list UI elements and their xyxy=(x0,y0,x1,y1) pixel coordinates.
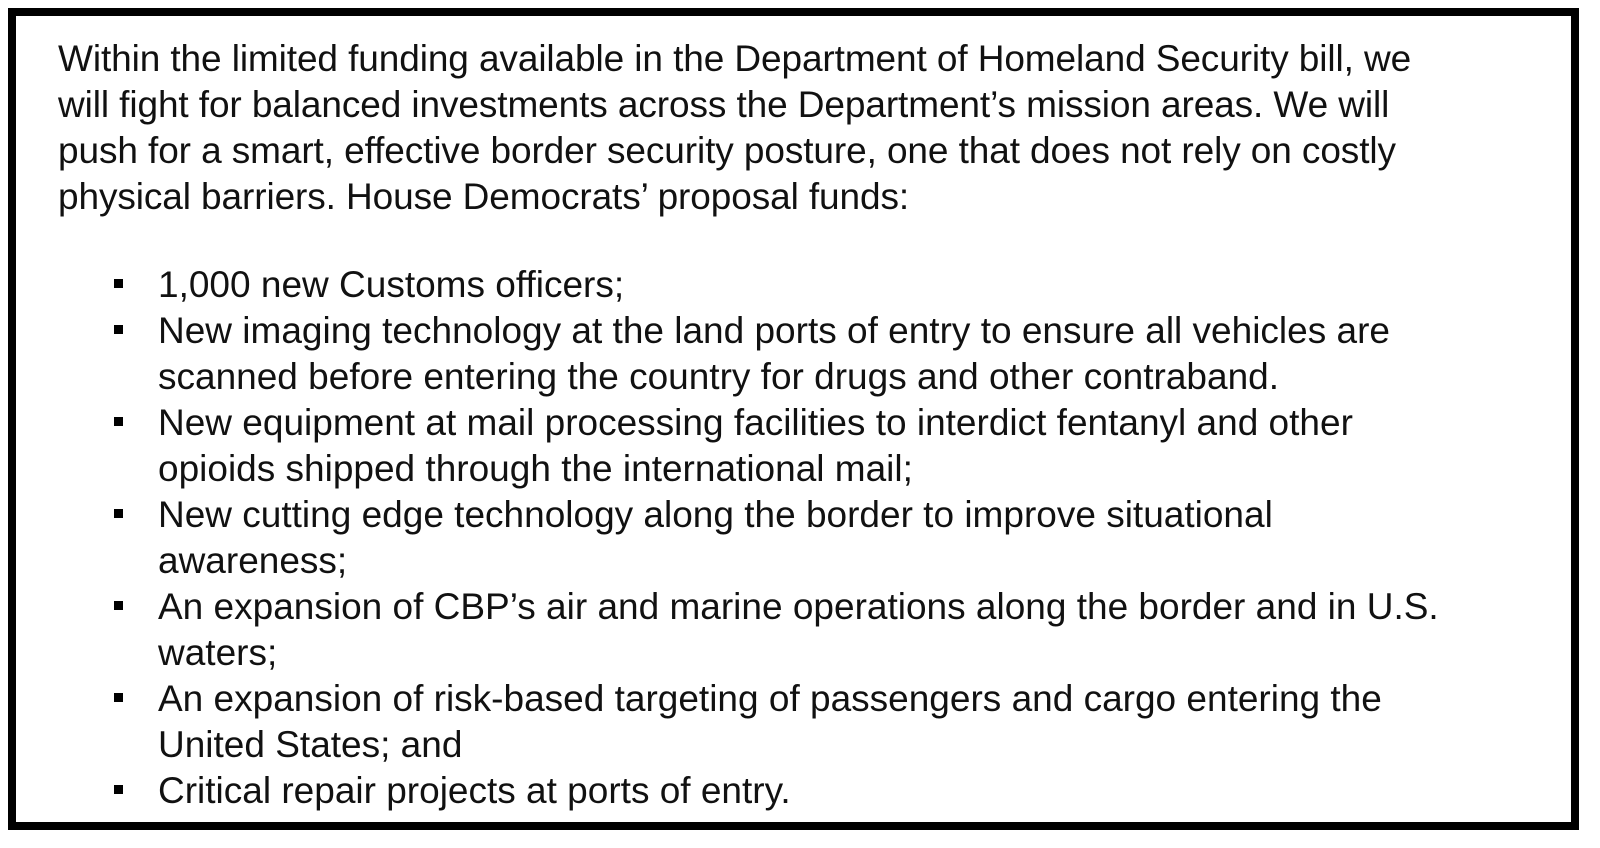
square-bullet-icon xyxy=(114,693,123,702)
square-bullet-icon xyxy=(114,325,123,334)
square-bullet-icon xyxy=(114,509,123,518)
document-body xyxy=(58,36,1568,814)
intro-line: Within the limited funding available in the Department of Homeland Security bill, we xyxy=(58,38,1412,79)
list-item-line: scanned before entering the country for drugs and other contraband. xyxy=(158,356,1280,397)
list-item-line: waters; xyxy=(158,632,278,673)
paragraph-gap xyxy=(58,220,1568,262)
intro-paragraph xyxy=(58,36,1528,220)
list-item xyxy=(58,492,1568,584)
list-item xyxy=(58,308,1568,400)
intro-line: push for a smart, effective border security posture, one that does not rely on costly xyxy=(58,130,1396,171)
list-item-line: An expansion of risk-based targeting of passengers and cargo entering the xyxy=(158,678,1382,719)
list-item xyxy=(58,262,1568,308)
list-item-line: An expansion of CBP’s air and marine operations along the border and in U.S. xyxy=(158,586,1439,627)
list-item-line: 1,000 new Customs officers; xyxy=(158,264,625,305)
document-frame xyxy=(8,8,1579,830)
intro-line: will fight for balanced investments across the Department’s mission areas. We will xyxy=(58,84,1390,125)
intro-line: physical barriers. House Democrats’ proposal funds: xyxy=(58,176,910,217)
list-item-line: New imaging technology at the land ports of entry to ensure all vehicles are xyxy=(158,310,1390,351)
square-bullet-icon xyxy=(114,417,123,426)
list-item-line: New equipment at mail processing facilities to interdict fentanyl and other xyxy=(158,402,1353,443)
square-bullet-icon xyxy=(114,279,123,288)
funding-list xyxy=(58,262,1568,814)
list-item-line: awareness; xyxy=(158,540,348,581)
square-bullet-icon xyxy=(114,785,123,794)
list-item xyxy=(58,768,1568,814)
list-item-line: New cutting edge technology along the border to improve situational xyxy=(158,494,1273,535)
list-item-line: opioids shipped through the international mail; xyxy=(158,448,913,489)
list-item xyxy=(58,584,1568,676)
square-bullet-icon xyxy=(114,601,123,610)
list-item-line: United States; and xyxy=(158,724,463,765)
list-item-line: Critical repair projects at ports of entry. xyxy=(158,770,791,811)
list-item xyxy=(58,676,1568,768)
list-item xyxy=(58,400,1568,492)
